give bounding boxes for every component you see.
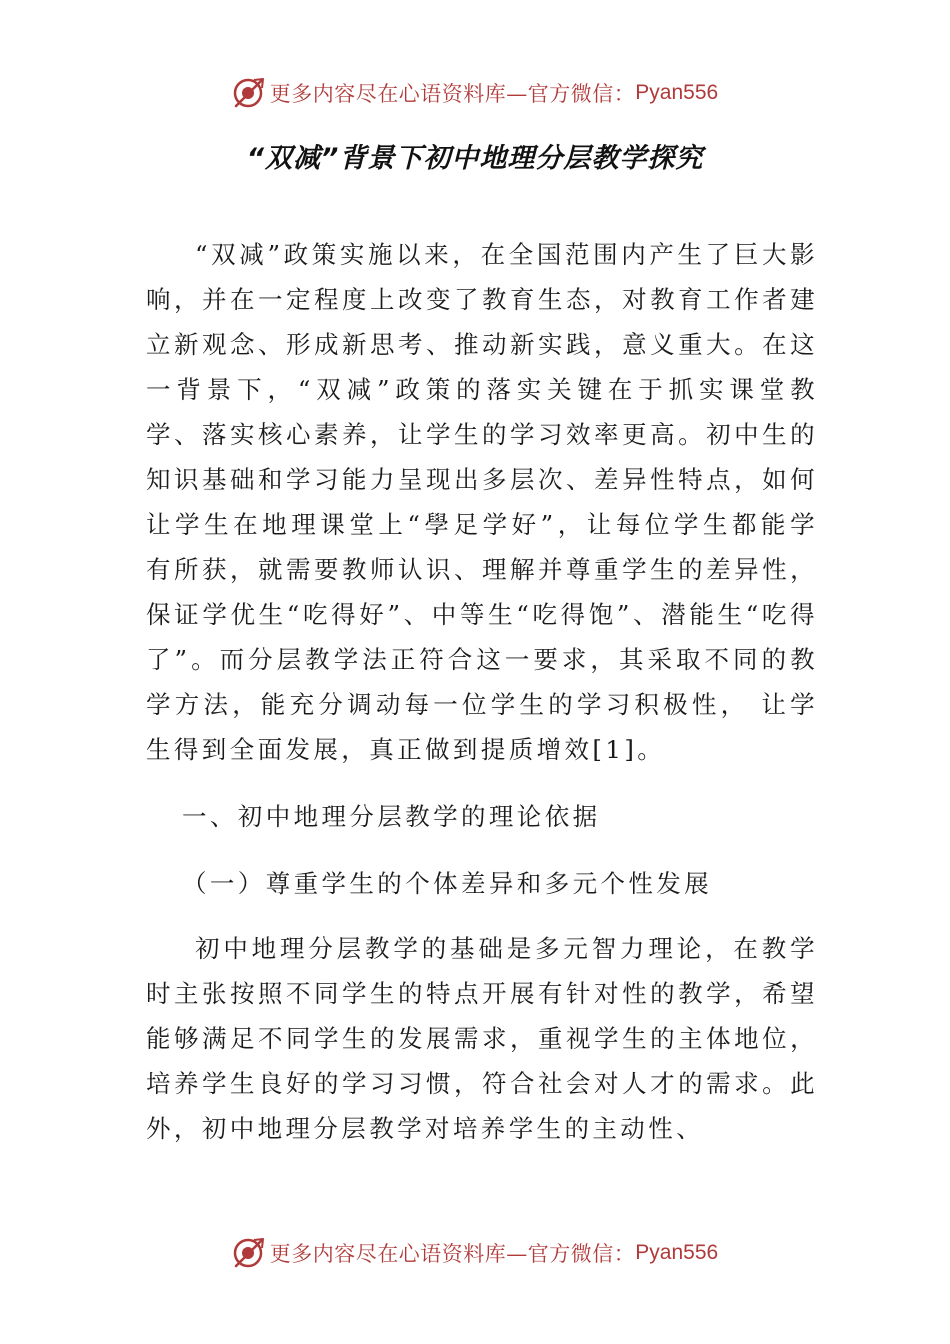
header-banner: [0, 73, 950, 113]
paragraph-intro: “双减”政策实施以来，在全国范围内产生了巨大影响，并在一定程度上改变了教育生态，对教育工作者建立新观念、形成新思考、推动新实践，意义重大。在这一背景下，“双减”政策的落实关键在于抓实课堂教学、落实核心素养，让学生的学习效率更高。初中生的知识基础和学习能力呈现出多层次、差异性特点，如何让学生在地理课堂上“學足学好”，让每位学生都能学有所获，就需要教师认识、理解并尊重学生的差异性，保证学优生“吃得好”、中等生“吃得饱”、潜能生“吃得了”。而分层教学法正符合这一要求，其采取不同的教学方法，能充分调动每一位学生的学习积极性， 让学生得到全面发展，真正做到提质增效[1]。: [146, 240, 818, 764]
banner-text: 更多内容尽在心语资料库—官方微信：: [269, 82, 636, 106]
brand-logo-icon: [232, 1236, 266, 1270]
footer-banner: [0, 1233, 950, 1273]
banner-wechat-id: Pyan556: [635, 81, 719, 104]
paragraph-theory: 初中地理分层教学的基础是多元智力理论，在教学时主张按照不同学生的特点开展有针对性的教学，希望能够满足不同学生的发展需求，重视学生的主体地位，培养学生良好的学习习惯，符合社会对人才的需求。此外，初中地理分层教学对培养学生的主动性、: [146, 934, 818, 1143]
banner-text: 更多内容尽在心语资料库—官方微信：: [269, 1242, 636, 1266]
document-title: “双减”背景下初中地理分层教学探究: [246, 143, 704, 174]
subsection-heading: （一）尊重学生的个体差异和多元个性发展: [182, 869, 713, 898]
section-heading: 一、初中地理分层教学的理论依据: [182, 802, 601, 831]
document-body: [146, 232, 818, 1151]
banner-wechat-id: Pyan556: [635, 1241, 719, 1264]
brand-logo-icon: [232, 76, 266, 110]
